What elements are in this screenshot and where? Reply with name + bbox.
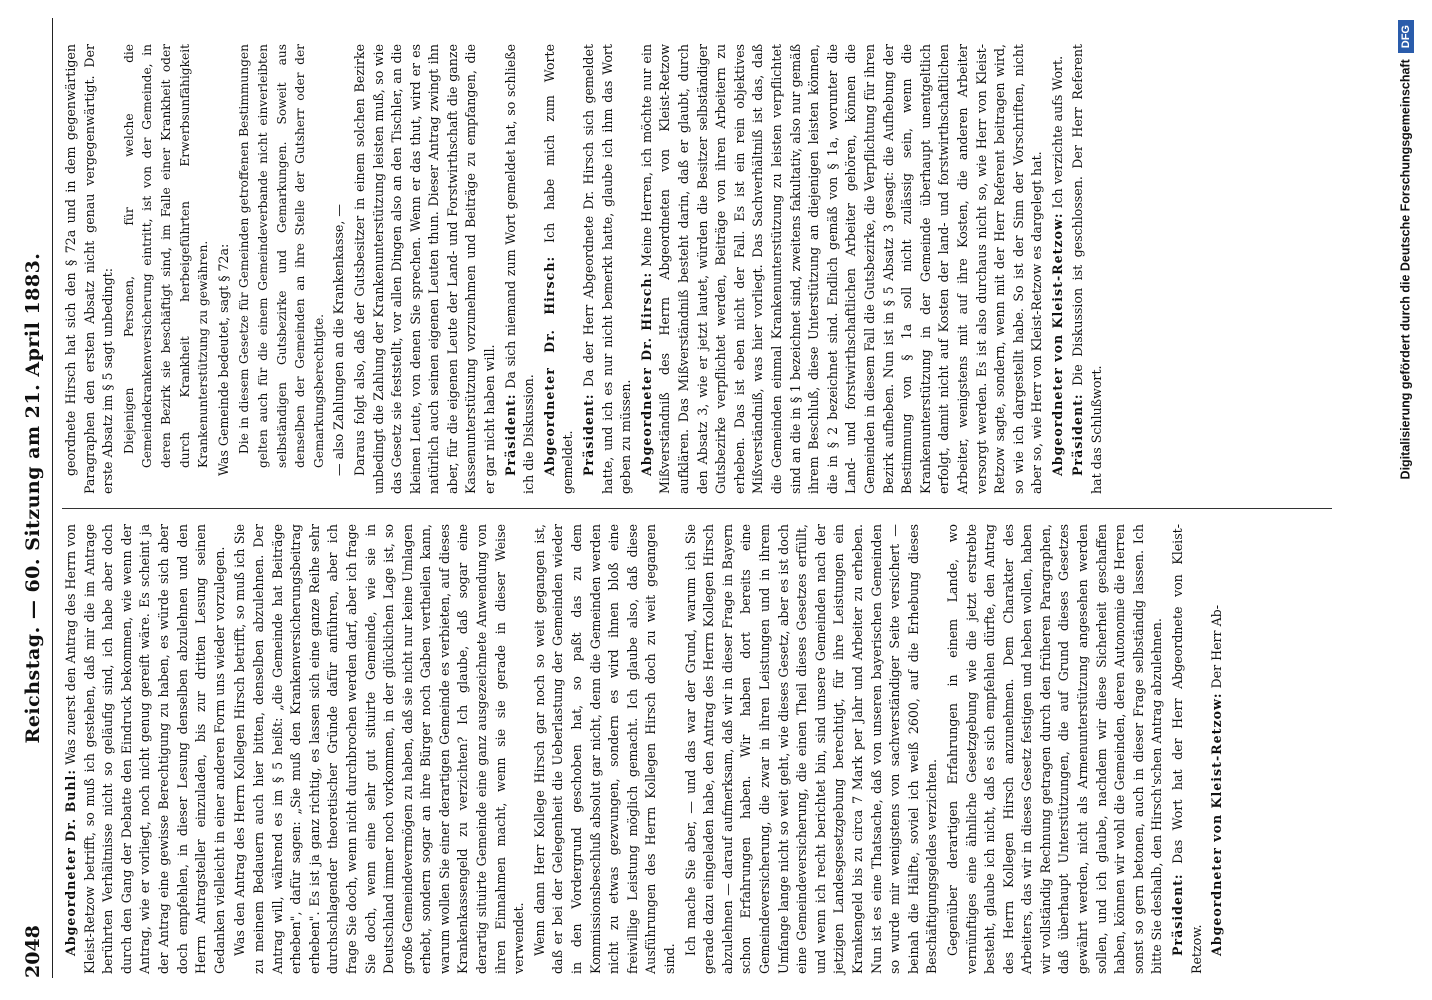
page-header [18, 18, 54, 978]
left-column [62, 524, 1229, 974]
paragraph-text: Diejenigen Personen, für welche die Gemeindekrankenversicherung eintritt, ist von der Gemeinde, in deren Bezirk sie beschäftigt sind, im Falle einer Krankheit oder durch Krankheit herbeigeführten Erwerbsunfähigkeit Krankenunterstützung zu gewähren. [121, 44, 211, 468]
column-divider [62, 508, 1332, 509]
paragraph [231, 524, 529, 974]
speaker-label: Abgeordneter Dr. Hirsch: [541, 255, 557, 476]
speaker-label: Präsident: [1170, 873, 1186, 956]
right-column [62, 44, 1109, 494]
paragraph [580, 44, 636, 494]
speaker-label: Abgeordneter von Kleist-Retzow: [1209, 692, 1225, 956]
paragraph-text: Die in diesem Gesetze für Gemeinden getroffenen Bestimmungen gelten auch für die einem Gemeindeverbande nicht einverleibten selbständigen Gutsbezirke und Gemarkungen. Soweit aus denselben der Gemeinden an ihre Stelle der Gutsherr oder der Gemarkungsberechtigte. [237, 44, 326, 468]
paragraph-text: Was Gemeinde bedeutet, sagt § 72a: [215, 243, 231, 476]
digitization-credit [1398, 20, 1418, 640]
paragraph [351, 44, 500, 494]
paragraph-text: Daraus folgt also, daß der Gutsbesitzer in einem solchen Bezirke unbedingt die Zahlung der Krankenunterstützung leisten muß, so wie das Gesetz sie feststellt, vor allen Dingen also an den Tischler, an die kleinen Leute, von denen Sie sprechen. Wenn er das thut, wird er es natürlich auch seinen eigenen Leuten thun. Dieser Antrag zwingt ihn aber, für die eigenen Leute der Land- und Forstwirthschaft die ganze Kassenunterstützung vorzunehmen und Beiträge zu empfangen, die er gar nicht haben will. [351, 44, 498, 494]
paragraph [682, 524, 942, 974]
speaker-label: Abgeordneter Dr. Hirsch: [638, 271, 654, 476]
paragraph-text: Da der Herr Abgeordnete Dr. Hirsch sich gemeldet hatte, und ich es nur nicht bemerkt hatte, glaube ich ihm das Wort geben zu müssen. [581, 44, 634, 494]
paragraph [502, 44, 539, 494]
paragraph-text: geordnete Hirsch hat sich den § 72a und in dem gegenwärtigen Paragraphen den ersten Absatz nicht genau vergegenwärtigt. Der erste Absatz im § 5 sagt unbedingt: [63, 44, 116, 494]
page-number: 2048 [22, 925, 44, 978]
speaker-label: Abgeordneter von Kleist-Retzow: [1049, 212, 1065, 476]
running-title: Reichstag. — 60. Sitzung am 21. April 1883. [22, 252, 44, 744]
speaker-label: Präsident: [581, 393, 597, 476]
paragraph-text: Das Wort hat der Herr Abgeordnete von Kleist-Retzow. [1170, 524, 1204, 974]
paragraph [944, 524, 1167, 974]
paragraph [531, 524, 680, 974]
credit-text: Digitalisierung gefördert durch die Deutsche Forschungsgemeinschaft [1398, 59, 1413, 480]
paragraph-text: Wenn dann Herr Kollege Hirsch gar noch so weit gegangen ist, daß er bei der Gelegenheit die Ueberlastung der Gemeinden wieder in den Vordergrund geschoben hat, so paßt das zu dem Kommissionsbeschluß absolut gar nicht, denn die Gemeinden werden nicht zu etwas gezwungen, sondern es wird ihnen bloß eine freiwillige Leistung möglich gemacht. Ich glaube also, daß diese Ausführungen des Herrn Kollegen Hirsch doch zu weit gegangen sind. [531, 524, 677, 974]
header-rule [52, 18, 53, 978]
paragraph-text: Gegenüber derartigen Erfahrungen in einem Lande, wo vernünftiges eine ähnliche Gesetzgebung wie die jetzt erstrebte besteht, glaube ich nicht, daß es sich empfehlen dürfte, den Antrag des Herrn Kollegen Hirsch anzunehmen. Dem Charakter des Arbeiters, das wir in dieses Gesetz festigen und heben wollen, haben wir vollständig Rechnung getragen durch den früheren Paragraphen, daß überhaupt Unterstützungen, die auf Grund dieses Gesetzes gewährt werden, nicht als Armenunterstützung angesehen werden sollen, und ich glaube, nachdem wir diese Sicherheit geschaffen haben, können wir wohl die Gemeinden, deren Autonomie die Herren sonst so gern betonen, auch in dieser Frage selbständig lassen. Ich bitte Sie deshalb, den Hirsch'schen Antrag abzulehnen. [944, 524, 1165, 974]
paragraph [1049, 44, 1068, 494]
paragraph-text: Die Diskussion ist geschlossen. Der Herr Referent hat das Schlußwort. [1070, 44, 1105, 494]
paragraph-text: Was den Antrag des Herrn Kollegen Hirsch betrifft, so muß ich Sie zu meinem Bedauern auch hier bitten, denselben abzulehnen. Der Antrag will, während es im § 5 heißt: „die Gemeinde hat Beiträge erheben", dafür sagen: „Sie muß den Krankenversicherungsbeitrag erheben". Es ist ja ganz richtig, es lassen sich eine ganze Reihe sehr durchschlagender theoretischer Gründe dafür anführen, aber ich frage Sie doch, wenn nicht durchbrochen werden darf, aber ich frage Sie doch, wenn eine sehr gut situirte Gemeinde, wie sie in Deutschland immer noch vorkommen, in der glücklichen Lage ist, so große Gemeindevermögen zu haben, daß sie nicht nur keine Umlagen erhebt, sondern sogar an ihre Bürger noch Gaben vertheilen kann, warum wollen Sie einer derartigen Gemeinde es verbieten, auf dieses Krankenkassengeld zu verzichten? Ich glaube, daß sogar eine derartig situirte Gemeinde eine ganz ausgezeichnete Anwendung von ihren Einnahmen macht, wenn sie sie gerade in dieser Weise verwendet. [232, 524, 527, 974]
paragraph [1069, 44, 1106, 494]
paragraph-text: Der Herr Ab- [1209, 605, 1225, 689]
paragraph-text: — also Zahlungen an die Krankenkasse, — [331, 204, 347, 476]
paragraph-text: Ich mache Sie aber, — und das war der Grund, warum ich Sie gerade dazu eingeladen habe, den Antrag des Herrn Kollegen Hirsch abzulehnen — darauf aufmerksam, daß wir in dieser Frage in Bayern schon Erfahrungen haben. Wir haben dort bereits eine Gemeindeversicherung, die zwar in ihren Leistungen und in ihrem Umfange lange nicht so weit geht, wie dieses Gesetz, aber es ist doch eine Gemeindeversicherung, die einen Theil dieses Gesetzes erfüllt, und wenn ich recht berichtet bin, sind unsere Gemeinden nach der jetzigen Landesgesetzgebung berechtigt, für ihre Leistungen ein Krankengeld bis zu circa 7 Mark per Jahr und Arbeiter zu erheben. Nun ist es eine Thatsache, daß von unseren bayerischen Gemeinden so wurde mir wenigstens von sachverständiger Seite versichert — beinah die Hälfte, soviel ich weiß 2600, auf die Erhebung dieses Beschäftigungsgeldes verzichten. [682, 524, 940, 974]
paragraph [215, 44, 234, 494]
paragraph-text: Da sich niemand zum Wort gemeldet hat, so schließe ich die Diskussion. [502, 44, 537, 494]
paragraph [1169, 524, 1206, 974]
quoted-statute [235, 44, 328, 468]
paragraph [638, 44, 1047, 494]
paragraph [62, 524, 229, 974]
paragraph [62, 44, 118, 494]
speaker-label: Präsident: [1070, 393, 1086, 476]
paragraph [330, 44, 349, 494]
paragraph [1208, 524, 1227, 974]
paragraph-text: Meine Herren, ich möchte nur ein Mißverständniß des Herrn Abgeordneten von Kleist-Retzow aufklären. Das Mißverständniß besteht darin, daß er glaubt, durch den Absatz 3, wie er jetzt lautet, würden die Besitzer selbständiger Gutsbezirke verpflichtet werden, Beiträge von ihren Arbeitern zu erheben. Das ist eben nicht der Fall. Es ist ein rein objektives Mißverständniß, was hier vorliegt. Das Sachverhältniß ist das, daß die Gemeinden einmal Krankenunterstützung zu leisten verpflichtet sind an die in § 1 bezeichnet sind, zweitens fakultativ, also nur gemäß ihrem Beschluß, diese Unterstützung an diejenigen leisten können, die in § 2 bezeichnet sind. Endlich gemäß von § 1a, worunter die Land- und forstwirthschaftlichen Arbeiter gehören, können die Gemeinden in diesem Fall die Gutsbezirke, die Verpflichtung für ihren Bezirk aufheben. Nun ist in § 5 Absatz 3 gesagt: die Aufhebung der Bestimmung von § 1a soll nicht zulässig sein, wenn die Krankenunterstützung in der Gemeinde überhaupt unentgeltlich erfolgt, damit nicht auf Kosten der land- und forstwirthschaftlichen Arbeiter, wenigstens mit auf ihre Kosten, die anderen Arbeiter versorgt werden. Es ist also durchaus nicht so, wie Herr von Kleist-Retzow sagte, sondern, wenn mit der Herr Referent beitragen wird, so wie ich dargestellt habe. So ist der Sinn der Vorschriften, nicht aber so, wie Herr von Kleist-Retzow es dargelegt hat. [638, 44, 1045, 494]
paragraph [541, 44, 578, 494]
paragraph-text: Ich habe mich zum Worte gemeldet. [541, 44, 576, 494]
paragraph-text: Ich verzichte aufs Wort. [1049, 55, 1065, 209]
paragraph-text: Was zuerst den Antrag des Herrn von Kleist-Retzow betrifft, so muß ich gestehen, daß mir die im Antrage berührten Verhältnisse nicht so geläufig sind, ich habe aber doch durch den Gang der Debatte den Eindruck bekommen, wie wenn der Antrag, wie er vorliegt, noch nicht genug gereift wäre. Es scheint ja der Antrag eine gewisse Berechtigung zu haben, es würde sich aber doch empfehlen, in dieser Lesung denselben abzulehnen und den Herrn Antragsteller einzuladen, bis zur dritten Lesung seinen Gedanken vielleicht in einer anderen Form uns wieder vorzulegen. [63, 524, 227, 974]
speaker-label: Präsident: [502, 393, 518, 476]
speaker-label: Abgeordneter Dr. Buhl: [63, 769, 78, 956]
dfg-logo: DFG [1398, 20, 1414, 53]
quoted-statute [120, 44, 213, 468]
